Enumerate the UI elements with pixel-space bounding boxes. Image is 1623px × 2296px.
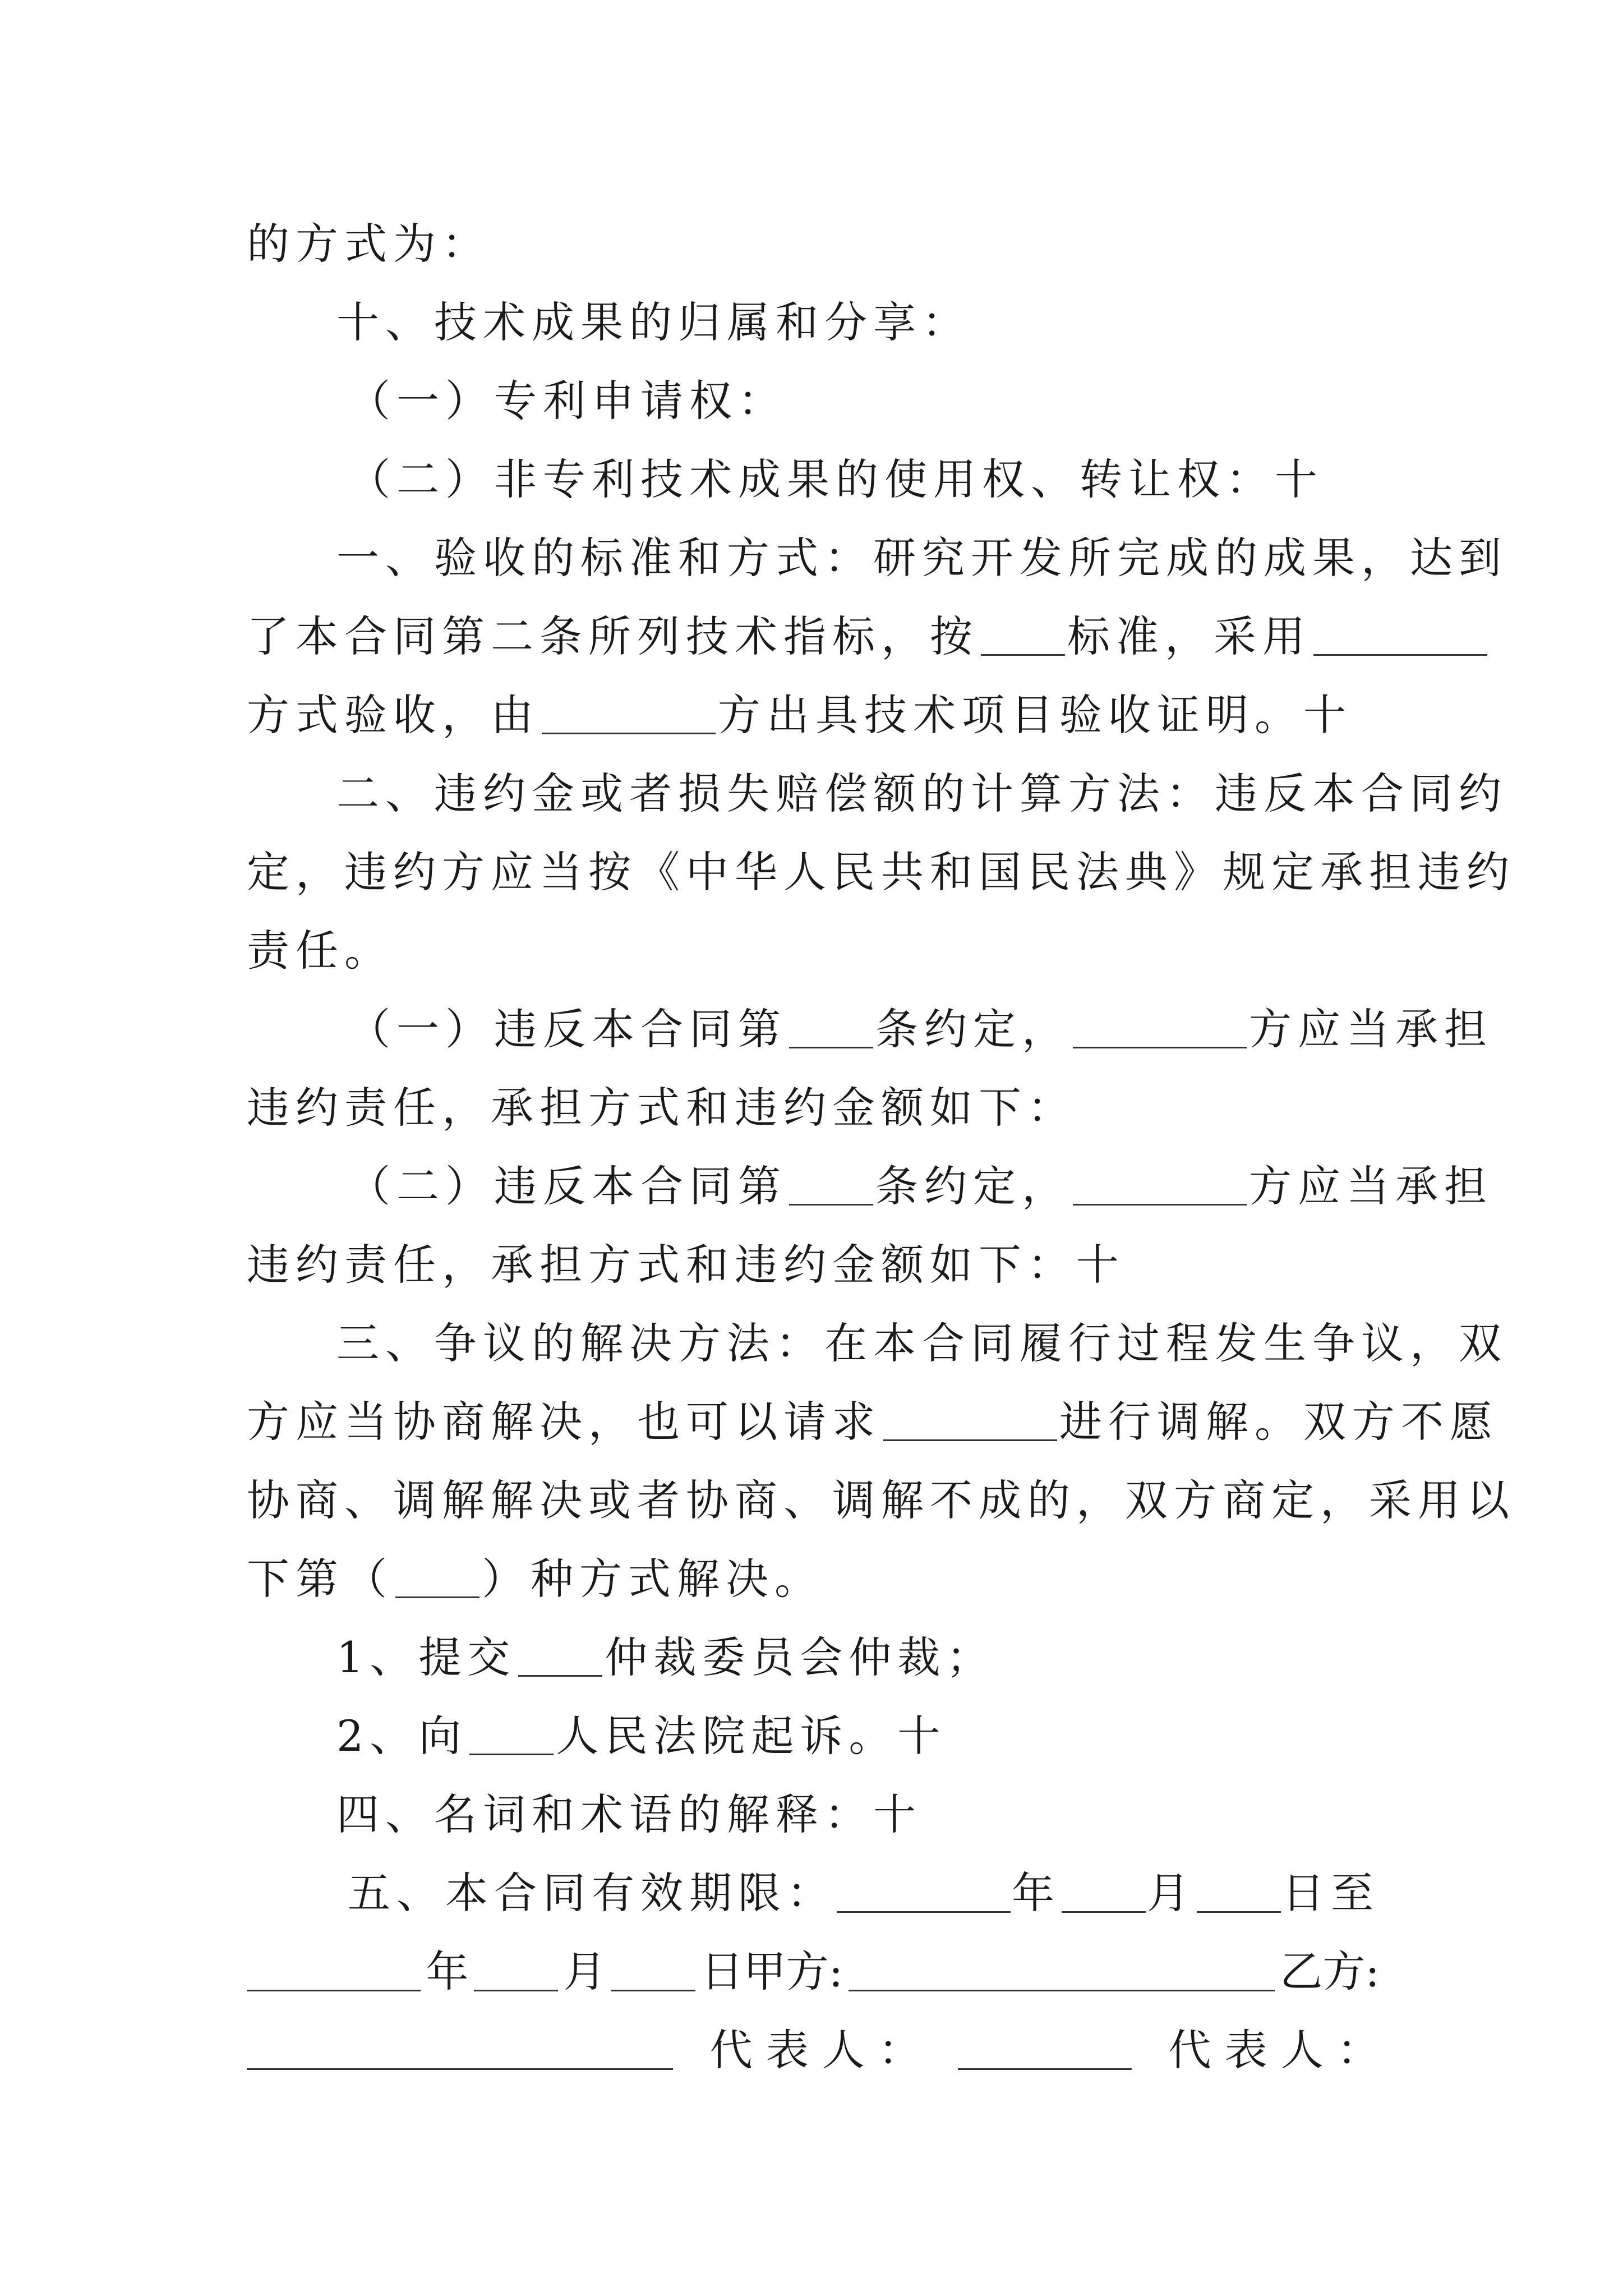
end-month-blank — [474, 1953, 558, 1991]
validity-period-line1: 五、本合同有效期限： 年 月 日至 — [348, 1868, 1380, 1918]
breach-item-one: （一）违反本合同第 条约定， 方应当承担 — [348, 1004, 1493, 1054]
validity-period-line2: 年 月 日甲方: 乙方: — [247, 1935, 1380, 2008]
acceptance-clause-line2: 了本合同第二条所列技术指标，按 标准，采用 — [247, 600, 1380, 673]
method-blank — [1313, 617, 1487, 656]
breach-item-two: （二）违反本合同第 条约定， 方应当承担 — [348, 1161, 1493, 1211]
party-blank — [1073, 1010, 1247, 1048]
start-day-blank — [1197, 1874, 1281, 1913]
party-a-blank — [849, 1953, 1275, 1991]
start-month-blank — [1062, 1874, 1146, 1913]
dispute-clause-line3: 协商、调解解决或者协商、调解不成的，双方商定，采用以 — [247, 1475, 1515, 1525]
arbitration-option: 1、提交 仲裁委员会仲裁； — [336, 1632, 995, 1682]
court-option: 2、向 人民法院起诉。十 — [336, 1711, 947, 1761]
party-blank — [542, 696, 716, 734]
non-patent-right-item: （二）非专利技术成果的使用权、转让权：十 — [348, 454, 1324, 504]
party-blank — [1073, 1167, 1247, 1205]
penalty-clause-line3: 责任。 — [247, 926, 393, 976]
line-method-continued: 的方式为： — [247, 219, 491, 269]
end-year-blank — [247, 1953, 421, 1991]
start-year-blank — [837, 1874, 1011, 1913]
dispute-clause-line2: 方应当协商解决，也可以请求 进行调解。双方不愿 — [247, 1397, 1498, 1447]
acceptance-clause-line3: 方式验收，由 方出具技术项目验收证明。十 — [247, 690, 1352, 740]
terms-definition-clause: 四、名词和术语的解释：十 — [336, 1789, 922, 1839]
party-b-blank — [247, 2031, 673, 2070]
section-ten-heading: 十、技术成果的归属和分享： — [336, 297, 971, 347]
breach-item-two-continued: 违约责任，承担方式和违约金额如下：十 — [247, 1240, 1125, 1290]
article-blank — [789, 1167, 873, 1205]
patent-right-item: （一）专利申请权： — [348, 376, 787, 426]
mediator-blank — [883, 1402, 1057, 1441]
signature-line: 代 表 人 ： 代 表 人 ： — [247, 2014, 1380, 2087]
option-blank — [395, 1559, 479, 1598]
article-blank — [789, 1010, 873, 1048]
court-blank — [469, 1717, 554, 1755]
arbitration-blank — [518, 1638, 602, 1677]
representative-blank — [958, 2031, 1132, 2070]
penalty-clause-line2: 定，违约方应当按《中华人民共和国民法典》规定承担违约 — [247, 847, 1515, 897]
dispute-clause-line4: 下第（ ）种方式解决。 — [247, 1554, 823, 1604]
breach-item-one-continued: 违约责任，承担方式和违约金额如下： — [247, 1083, 1076, 1133]
dispute-clause-line1: 三、争议的解决方法：在本合同履行过程发生争议，双 — [336, 1318, 1507, 1368]
acceptance-clause-line1: 一、验收的标准和方式：研究开发所完成的成果，达到 — [336, 533, 1507, 583]
penalty-clause-line1: 二、违约金或者损失赔偿额的计算方法：违反本合同约 — [336, 769, 1507, 818]
standard-blank — [981, 617, 1065, 656]
end-day-blank — [611, 1953, 695, 1991]
